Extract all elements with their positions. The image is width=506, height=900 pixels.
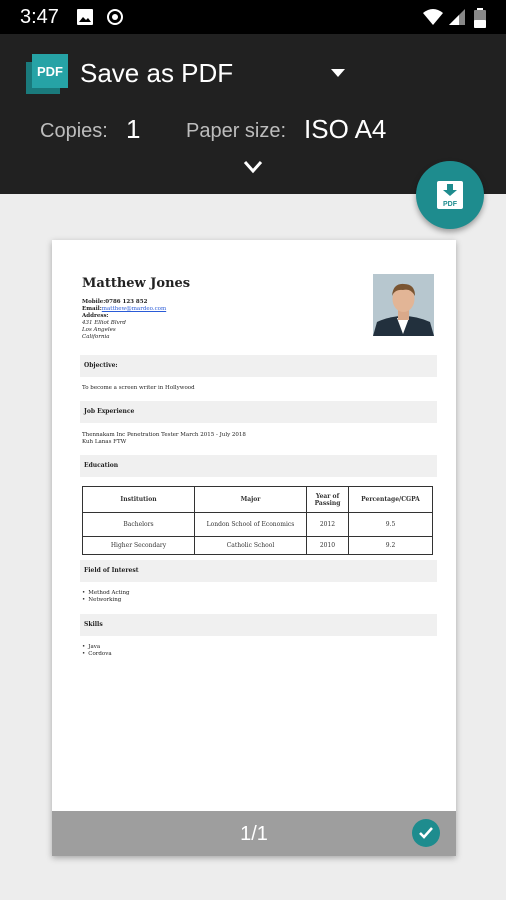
resume-name: Matthew Jones [82, 276, 191, 291]
table-header-cell: Major [195, 487, 307, 513]
status-bar [0, 0, 506, 34]
section-title: Objective: [84, 362, 118, 369]
table-row [83, 513, 433, 537]
download-pdf-button[interactable] [416, 161, 484, 229]
resume-address-label: Address: [82, 313, 109, 319]
page-preview[interactable] [52, 240, 456, 856]
objective-text: To become a screen writer in Hollywood [82, 385, 195, 391]
resume-address-line: 431 Elliot Blvrd [82, 320, 126, 326]
copies-label: Copies: [40, 120, 108, 142]
list-item: • Method Acting [82, 590, 130, 597]
record-notification-icon [106, 8, 124, 26]
objective-section-header [80, 355, 437, 377]
list-item: • Cordova [82, 651, 112, 658]
check-icon [418, 826, 434, 840]
interests-list [82, 590, 130, 604]
education-section-header [80, 455, 437, 477]
pdf-app-icon [26, 54, 68, 94]
resume-address-line: Los Angeles [82, 327, 116, 333]
table-cell: 2012 [307, 513, 349, 537]
table-cell: Bachelors [83, 513, 195, 537]
resume-email-line [82, 306, 166, 313]
job-line: Kuh Lanas FTW [82, 439, 127, 445]
profile-photo [373, 274, 434, 336]
job-section-header [80, 401, 437, 423]
printer-selector[interactable]: Save as PDF [80, 58, 234, 88]
table-cell: 9.2 [349, 537, 433, 555]
section-title: Skills [84, 621, 103, 628]
section-title: Job Experience [84, 408, 135, 415]
resume-email-link[interactable]: matthew@mardeo.com [101, 306, 167, 312]
table-cell: 2010 [307, 537, 349, 555]
wifi-icon [422, 8, 444, 26]
skills-list [82, 644, 112, 658]
copies-input[interactable]: 1 [126, 114, 141, 144]
section-title: Field of Interest [84, 567, 139, 574]
table-row [83, 537, 433, 555]
dropdown-arrow-icon[interactable] [330, 68, 346, 78]
pdf-download-icon [436, 180, 464, 210]
section-title: Education [84, 462, 119, 469]
page-footer [52, 811, 456, 856]
battery-icon [474, 8, 486, 28]
table-header-cell: Percentage/CGPA [349, 487, 433, 513]
image-notification-icon [76, 8, 94, 26]
list-item: • Networking [82, 597, 130, 604]
resume-email-label: Email: [82, 306, 102, 312]
paper-size-selector[interactable]: ISO A4 [304, 114, 387, 144]
table-header-cell: Year of Passing [307, 487, 349, 513]
page-select-checkbox[interactable] [412, 819, 440, 847]
skills-section-header [80, 614, 437, 636]
table-cell: 9.5 [349, 513, 433, 537]
page-number: 1/1 [240, 823, 268, 845]
resume-address-line: California [82, 334, 110, 340]
table-cell: Catholic School [195, 537, 307, 555]
resume-mobile: Mobile:0786 123 852 [82, 299, 148, 305]
paper-size-label: Paper size: [186, 120, 287, 142]
chevron-down-icon[interactable] [243, 160, 263, 174]
interest-section-header [80, 560, 437, 582]
table-cell: Higher Secondary [83, 537, 195, 555]
education-table [82, 486, 433, 555]
list-item: • Java [82, 644, 112, 651]
svg-text:PDF: PDF [37, 64, 63, 79]
table-header-row [83, 487, 433, 513]
status-time: 3:47 [20, 6, 59, 28]
table-cell: London School of Economics [195, 513, 307, 537]
cell-signal-icon [448, 8, 466, 26]
job-line: Thennakam Inc Penetration Tester March 2015 - July 2018 [82, 432, 246, 438]
svg-text:PDF: PDF [443, 201, 457, 208]
table-header-cell: Institution [83, 487, 195, 513]
